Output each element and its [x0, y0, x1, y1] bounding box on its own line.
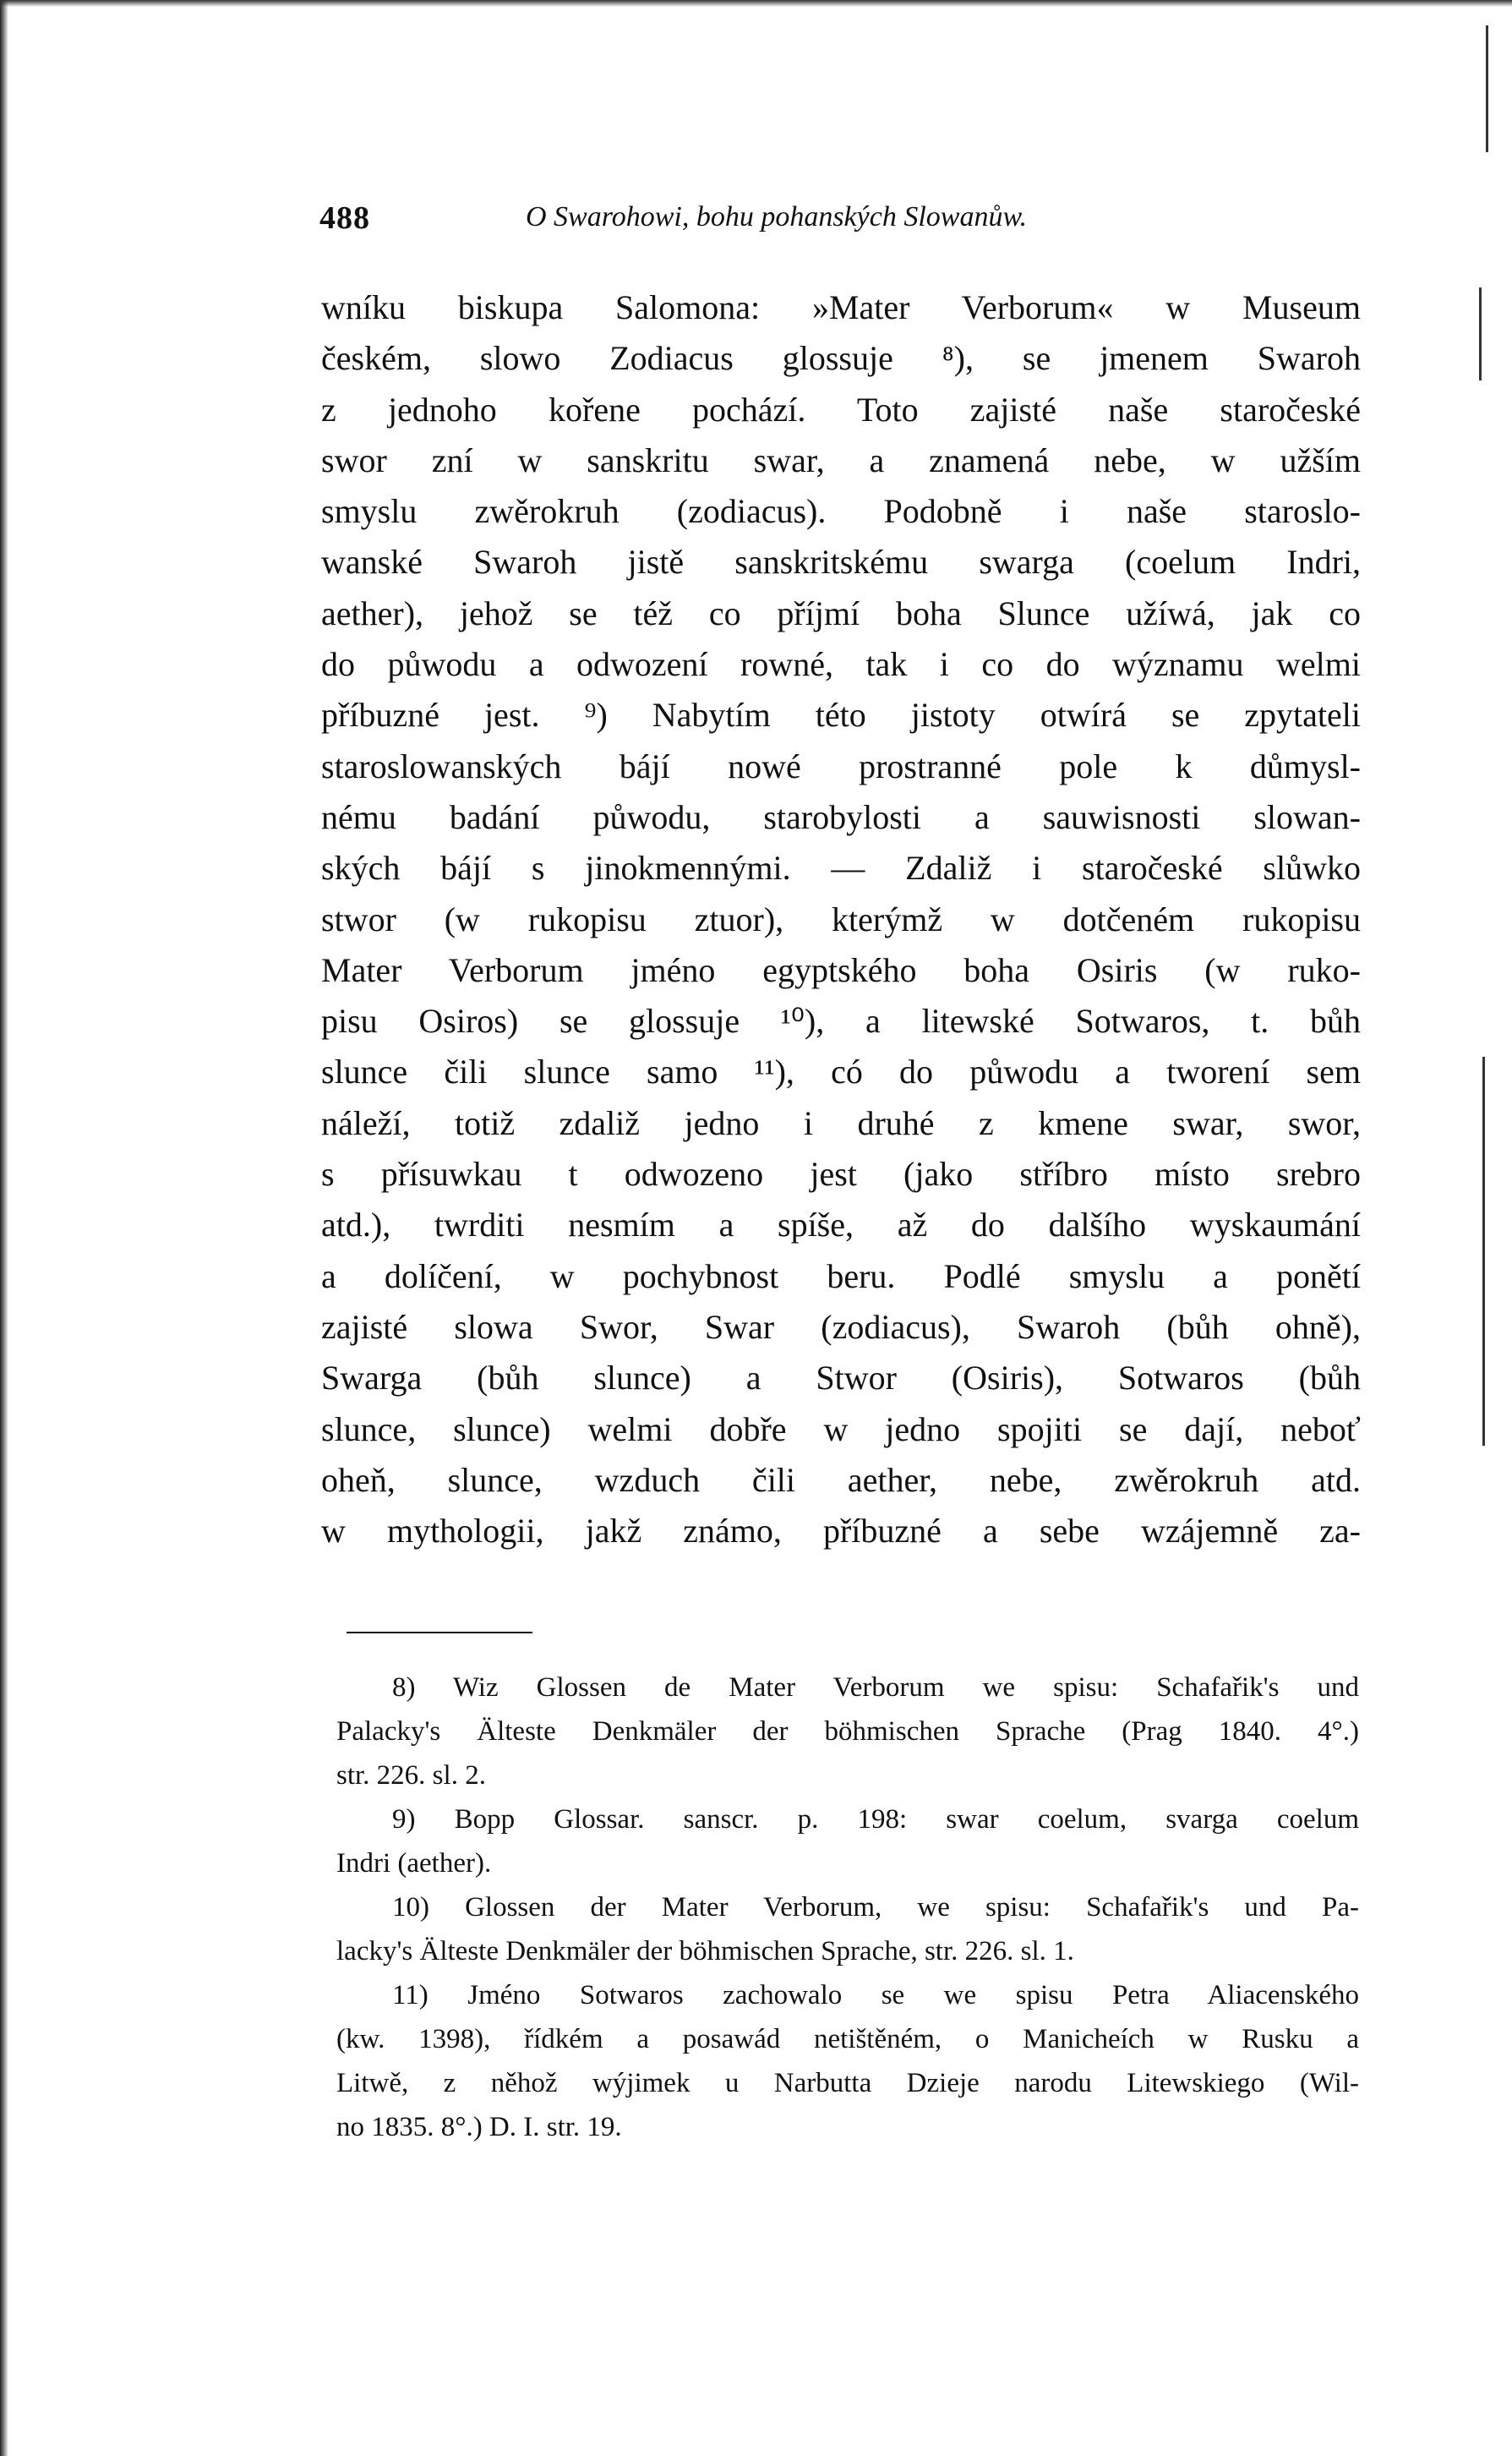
footnote-line: 11) Jméno Sotwaros zachowalo se we spisu Petra Aliacenského — [392, 1980, 1359, 2010]
footnote-line: Litwě, z něhož wýjimek u Narbutta Dzieje narodu Litewskiego (Wil- — [336, 2068, 1359, 2098]
footnote-line: str. 226. sl. 2. — [336, 1760, 486, 1791]
body-line: staroslowanských bájí nowé prostranné pole k důmysl- — [321, 747, 1361, 785]
footnote-line: (kw. 1398), řídkém a posawád netištěném, o Manicheích w Rusku a — [336, 2024, 1359, 2054]
scan-mark-right-middle — [1479, 287, 1482, 380]
footnote-line: 8) Wiz Glossen de Mater Verborum we spisu: Schafařik's und — [392, 1672, 1359, 1703]
body-line: Mater Verborum jméno egyptského boha Osiris (w ruko- — [321, 950, 1361, 989]
body-line: s přísuwkau t odwozeno jest (jako stříbro místo srebro — [321, 1155, 1361, 1194]
body-line: z jednoho kořene pochází. Toto zajisté naše staročeské — [321, 390, 1361, 429]
scan-mark-right-top — [1486, 25, 1488, 152]
body-line: nému badání půwodu, starobylosti a sauwisnosti slowan- — [321, 797, 1361, 836]
body-line: ských bájí s jinokmennými. — Zdaliž i staročeské slůwko — [321, 849, 1361, 888]
footnote-line: no 1835. 8°.) D. I. str. 19. — [336, 2112, 622, 2142]
body-line: aether), jehož se též co příjmí boha Slunce užíwá, jak co — [321, 593, 1361, 632]
footnote-divider — [347, 1632, 532, 1633]
footnote-line: 9) Bopp Glossar. sanscr. p. 198: swar coelum, svarga coelum — [392, 1804, 1359, 1835]
body-line: do půwodu a odwození rowné, tak i co do wýznamu welmi — [321, 645, 1361, 684]
scan-edge-top — [0, 0, 1512, 7]
body-line: oheň, slunce, wzduch čili aether, nebe, zwěrokruh atd. — [321, 1460, 1361, 1499]
footnote-8 — [336, 1666, 1359, 1797]
body-line: Swarga (bůh slunce) a Stwor (Osiris), Sotwaros (bůh — [321, 1359, 1361, 1398]
body-line: smyslu zwěrokruh (zodiacus). Podobně i naše staroslo- — [321, 492, 1361, 531]
footnote-10 — [336, 1885, 1359, 1973]
running-head: O Swarohowi, bohu pohanských Slowanůw. — [526, 201, 1028, 232]
footnote-line: 10) Glossen der Mater Verborum, we spisu: Schafařik's und Pa- — [392, 1892, 1359, 1923]
footnote-line: Palacky's Älteste Denkmäler der böhmischen Sprache (Prag 1840. 4°.) — [336, 1716, 1359, 1747]
body-line: atd.), twrditi nesmím a spíše, až do dalšího wyskaumání — [321, 1206, 1361, 1244]
scan-edge-left — [0, 0, 8, 2456]
footnote-line: lacky's Älteste Denkmäler der böhmischen Sprache, str. 226. sl. 1. — [336, 1936, 1074, 1966]
body-line: wanské Swaroh jistě sanskritskému swarga (coelum Indri, — [321, 543, 1361, 582]
body-line: wníku biskupa Salomona: »Mater Verborum« w Museum — [321, 288, 1361, 326]
page-number: 488 — [319, 200, 370, 236]
body-line: w mythologii, jakž známo, příbuzné a sebe wzájemně za- — [321, 1512, 1361, 1551]
footnote-9 — [336, 1797, 1359, 1885]
scan-mark-right-lower — [1482, 1057, 1485, 1446]
footnotes — [336, 1666, 1359, 2149]
footnote-11 — [336, 1973, 1359, 2149]
page-header — [319, 200, 1376, 250]
body-line: náleží, totiž zdaliž jedno i druhé z kmene swar, swor, — [321, 1103, 1361, 1142]
footnote-line: Indri (aether). — [336, 1848, 492, 1879]
body-line: slunce čili slunce samo ¹¹), có do půwodu a tworení sem — [321, 1053, 1361, 1091]
body-line: stwor (w rukopisu ztuor), kterýmž w dotčeném rukopisu — [321, 900, 1361, 938]
body-text — [321, 282, 1361, 1556]
body-line: slunce, slunce) welmi dobře w jedno spojiti se dají, neboť — [321, 1409, 1361, 1448]
body-line: a dolíčení, w pochybnost beru. Podlé smyslu a ponětí — [321, 1256, 1361, 1295]
body-line: příbuzné jest. ⁹) Nabytím této jistoty otwírá se zpytateli — [321, 696, 1361, 735]
body-line: zajisté slowa Swor, Swar (zodiacus), Swaroh (bůh ohně), — [321, 1307, 1361, 1346]
body-line: pisu Osiros) se glossuje ¹⁰), a litewské Sotwaros, t. bůh — [321, 1002, 1361, 1041]
body-line: swor zní w sanskritu swar, a znamená nebe, w užším — [321, 440, 1361, 479]
body-line: českém, slowo Zodiacus glossuje ⁸), se jmenem Swaroh — [321, 339, 1361, 378]
